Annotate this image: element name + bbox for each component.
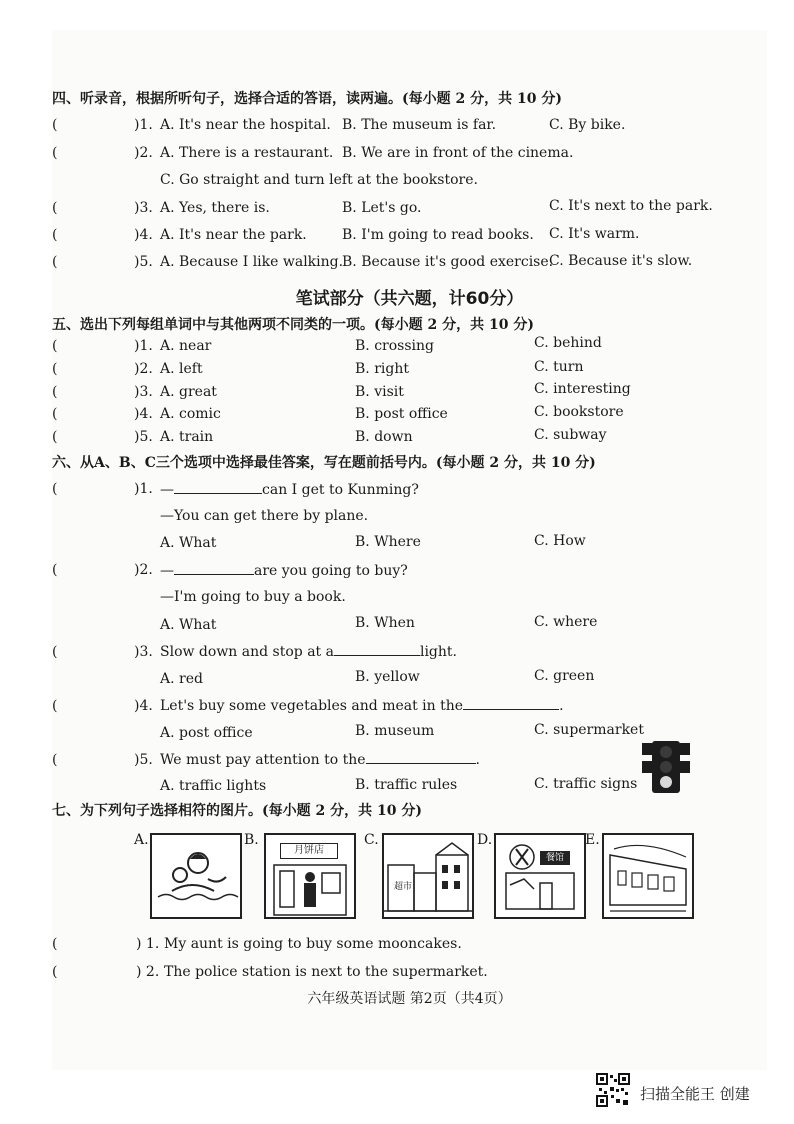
s4-q5-num: )5.: [134, 254, 153, 270]
s6-q1-stem: — can I get to Kunming?: [160, 482, 419, 498]
s6-q3: (: [52, 644, 58, 660]
s7-q1-num: ) 1.: [136, 936, 160, 952]
qr-code-icon: [596, 1073, 630, 1107]
s5-q4-num: )4.: [134, 406, 153, 422]
s6-q2-num: )2.: [134, 562, 153, 578]
s5-q1: (: [52, 338, 58, 354]
s4-q5-a: A. Because I like walking.: [160, 254, 344, 270]
s5-q3-a: A. great: [160, 384, 217, 400]
s4-q4-c: C. It's warm.: [549, 226, 640, 242]
street-buildings-icon: [384, 835, 472, 917]
pic-label-e: E.: [585, 832, 600, 848]
section-6-title: 六、从A、B、C三个选项中选择最佳答案，写在题前括号内。(每小题 2 分，共 10 分): [52, 455, 596, 471]
s4-q2-num: )2.: [134, 145, 153, 161]
s5-q2-b: B. right: [355, 361, 409, 377]
s7-q2: (: [52, 964, 58, 980]
s5-q5-b: B. down: [355, 429, 413, 445]
mooncake-shop-sign: 月饼店: [280, 843, 338, 859]
pic-label-a: A.: [134, 832, 149, 848]
supermarket-sign: 超市: [394, 882, 413, 892]
s5-q3-b: B. visit: [355, 384, 404, 400]
answer-blank[interactable]: [366, 751, 476, 764]
s6-q4: (: [52, 698, 58, 714]
s4-q4-b: B. I'm going to read books.: [342, 227, 534, 243]
s6-q5-num: )5.: [134, 752, 153, 768]
s4-q5-c: C. Because it's slow.: [549, 253, 693, 269]
s4-q1-c: C. By bike.: [549, 117, 626, 133]
s5-q1-num: )1.: [134, 338, 153, 354]
section-5-title: 五、选出下列每组单词中与其他两项不同类的一项。(每小题 2 分，共 10 分): [52, 317, 534, 333]
s6-q5-stem: We must pay attention to the .: [160, 752, 480, 768]
s7-q2-text: The police station is next to the supermarket.: [164, 964, 488, 980]
s6-q5: (: [52, 752, 58, 768]
s4-q1-num: )1.: [134, 117, 153, 133]
section-7-title: 七、为下列句子选择相符的图片。(每小题 2 分，共 10 分): [52, 803, 422, 819]
answer-blank[interactable]: [174, 481, 262, 494]
s7-q2-num: ) 2.: [136, 964, 160, 980]
s5-q4: (: [52, 406, 58, 422]
shop-front-icon: [266, 861, 354, 917]
s7-q1: (: [52, 936, 58, 952]
s6-q1: (: [52, 481, 58, 497]
answer-blank[interactable]: [334, 643, 420, 656]
written-part-title: 笔试部分（共六题，计60分）: [295, 289, 524, 309]
s5-q2-num: )2.: [134, 361, 153, 377]
s4-q2-c: C. Go straight and turn left at the bookstore.: [160, 172, 478, 188]
s6-q1-num: )1.: [134, 481, 153, 497]
traffic-light-icon: [640, 735, 692, 797]
s4-q4-num: )4.: [134, 227, 153, 243]
s5-q5-c: C. subway: [534, 427, 607, 443]
s4-q2: (: [52, 145, 58, 161]
picture-a[interactable]: [150, 833, 242, 919]
s6-q2-stem: — are you going to buy?: [160, 563, 408, 579]
s5-q5-num: )5.: [134, 429, 153, 445]
picture-d[interactable]: [494, 833, 586, 919]
s4-q3-b: B. Let's go.: [342, 200, 422, 216]
answer-blank[interactable]: [174, 562, 254, 575]
s6-q3-num: )3.: [134, 644, 153, 660]
s5-q5-a: A. train: [160, 429, 214, 445]
s5-q4-c: C. bookstore: [534, 404, 624, 420]
s6-q5-a: A. traffic lights: [160, 778, 267, 794]
s6-q1-reply: —You can get there by plane.: [160, 508, 369, 524]
restaurant-icon: [496, 835, 584, 917]
pic-label-c: C.: [364, 832, 379, 848]
s4-q5: (: [52, 254, 58, 270]
s5-q3: (: [52, 384, 58, 400]
picture-b[interactable]: [264, 833, 356, 919]
s5-q2-c: C. turn: [534, 359, 584, 375]
s5-q1-b: B. crossing: [355, 338, 434, 354]
s6-q1-b: B. Where: [355, 534, 421, 550]
s4-q3-a: A. Yes, there is.: [160, 200, 270, 216]
s5-q4-b: B. post office: [355, 406, 448, 422]
s5-q5: (: [52, 429, 58, 445]
pic-label-b: B.: [244, 832, 259, 848]
s5-q3-num: )3.: [134, 384, 153, 400]
answer-blank[interactable]: [463, 697, 559, 710]
s6-q3-b: B. yellow: [355, 669, 420, 685]
s6-q2-c: C. where: [534, 614, 598, 630]
s4-q3: (: [52, 200, 58, 216]
s6-q1-c: C. How: [534, 533, 586, 549]
s6-q2: (: [52, 562, 58, 578]
page-footer: 六年级英语试题 第2页（共4页）: [307, 991, 512, 1007]
s6-q4-stem: Let's buy some vegetables and meat in the .: [160, 698, 564, 714]
s4-q2-b: B. We are in front of the cinema.: [342, 145, 574, 161]
s5-q1-a: A. near: [160, 338, 212, 354]
s7-q1-text: My aunt is going to buy some mooncakes.: [164, 936, 462, 952]
picture-e[interactable]: [602, 833, 694, 919]
s5-q1-c: C. behind: [534, 335, 602, 351]
s6-q3-stem: Slow down and stop at a light.: [160, 644, 457, 660]
s6-q3-a: A. red: [160, 671, 203, 687]
pic-label-d: D.: [477, 832, 493, 848]
s4-q1: (: [52, 117, 58, 133]
s5-q2-a: A. left: [160, 361, 203, 377]
s6-q4-c: C. supermarket: [534, 722, 644, 738]
s6-q2-reply: —I'm going to buy a book.: [160, 589, 346, 605]
s6-q4-b: B. museum: [355, 723, 435, 739]
s4-q2-a: A. There is a restaurant.: [160, 145, 334, 161]
s4-q5-b: B. Because it's good exercise.: [342, 254, 554, 270]
restaurant-sign: 餐馆: [540, 851, 570, 865]
s5-q2: (: [52, 361, 58, 377]
s5-q4-a: A. comic: [160, 406, 221, 422]
subway-train-icon: [604, 835, 692, 917]
scanner-watermark: 扫描全能王 创建: [640, 1085, 750, 1103]
s6-q4-num: )4.: [134, 698, 153, 714]
s4-q4: (: [52, 227, 58, 243]
s6-q1-a: A. What: [160, 535, 217, 551]
s6-q5-b: B. traffic rules: [355, 777, 458, 793]
s6-q5-c: C. traffic signs: [534, 776, 638, 792]
s4-q1-b: B. The museum is far.: [342, 117, 497, 133]
s6-q3-c: C. green: [534, 668, 595, 684]
s6-q2-a: A. What: [160, 617, 217, 633]
s4-q3-num: )3.: [134, 200, 153, 216]
people-swimming-icon: [152, 835, 240, 917]
s6-q4-a: A. post office: [160, 725, 253, 741]
exam-page: [52, 30, 767, 1070]
s6-q2-b: B. When: [355, 615, 415, 631]
s4-q3-c: C. It's next to the park.: [549, 198, 713, 214]
s5-q3-c: C. interesting: [534, 381, 631, 397]
picture-c[interactable]: [382, 833, 474, 919]
s4-q4-a: A. It's near the park.: [160, 227, 307, 243]
s4-q1-a: A. It's near the hospital.: [160, 117, 331, 133]
section-4-title: 四、听录音，根据所听句子，选择合适的答语，读两遍。(每小题 2 分，共 10 分): [52, 91, 562, 107]
